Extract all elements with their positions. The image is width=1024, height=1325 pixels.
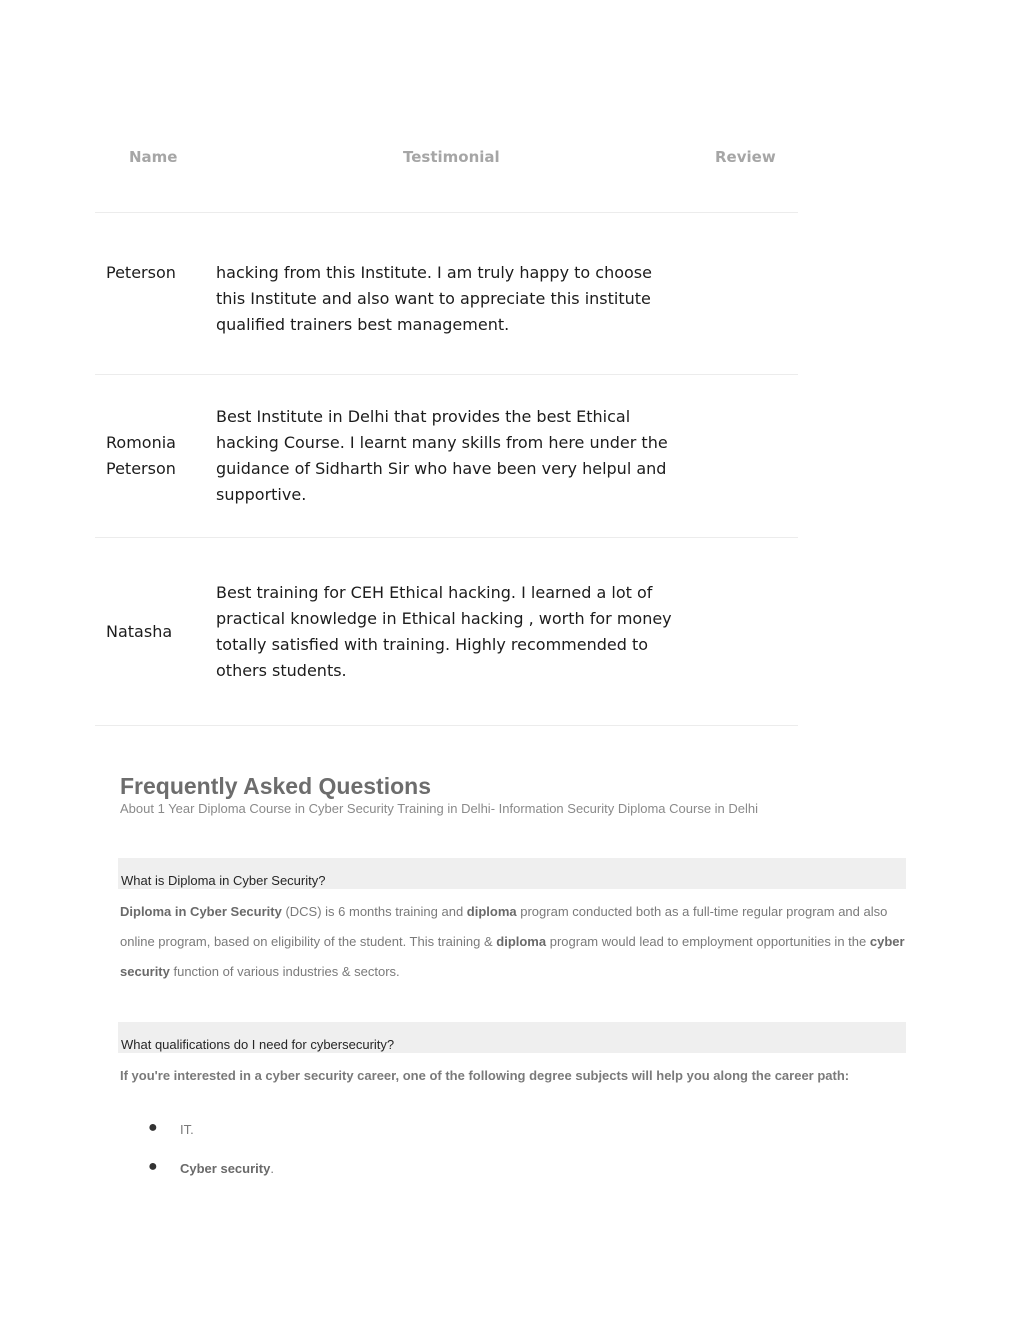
bullet-icon: ●: [148, 1119, 158, 1136]
faq-question-label: What is Diploma in Cyber Security?: [121, 873, 326, 888]
faq-question-2[interactable]: [118, 1022, 906, 1053]
faq-subtitle: About 1 Year Diploma Course in Cyber Security Training in Delhi- Information Security Diploma Course in Delhi: [120, 801, 759, 816]
testimonial-table: [95, 126, 798, 726]
faq-answer-2: If you're interested in a cyber security career, one of the following degree subjects will help you along the career path:: [120, 1068, 850, 1083]
answer-bold: diploma: [466, 904, 517, 919]
testimonial-text: hacking from this Institute. I am truly happy to choose this Institute and also want to appreciate this institute qualified trainers best management.: [216, 263, 652, 334]
answer-bold: diploma: [496, 934, 547, 949]
list-item-text: IT.: [180, 1122, 194, 1137]
testimonial-text: Best Institute in Delhi that provides the best Ethical hacking Course. I learnt many skills from here under the guidance of Sidharth Sir who have been very helpul and supportive.: [216, 407, 668, 504]
faq-title: Frequently Asked Questions: [120, 773, 431, 799]
faq-question-1[interactable]: [118, 858, 906, 889]
reviewer-name: Natasha: [106, 621, 173, 641]
faq-question-label: What qualifications do I need for cybersecurity?: [121, 1037, 395, 1052]
list-item-tail: .: [270, 1161, 274, 1176]
answer-bold: Diploma in Cyber Security: [120, 904, 282, 919]
bullet-icon: ●: [148, 1158, 158, 1175]
reviewer-name: Romonia Peterson: [106, 433, 176, 478]
reviewer-name: Peterson: [106, 263, 176, 282]
table-header: [95, 126, 798, 213]
column-header-name: Name: [129, 148, 178, 166]
column-header-testimonial: Testimonial: [403, 148, 500, 166]
answer-text: function of various industries & sectors.: [169, 964, 400, 979]
column-header-review: Review: [715, 148, 776, 166]
table-row: [95, 375, 798, 538]
answer-bold: cyber security: [120, 934, 905, 979]
table-row: [95, 538, 798, 726]
answer-text: program would lead to employment opportunities in the: [546, 934, 870, 949]
answer-text: program conducted both as a full-time regular program and also online program, based on eligibility of the student. This training &: [120, 904, 888, 949]
list-item-bold: Cyber security: [180, 1161, 271, 1176]
faq-answer-1: [120, 897, 910, 987]
answer-text: (DCS) is 6 months training and: [281, 904, 467, 919]
table-row: [95, 213, 798, 375]
testimonial-text: Best training for CEH Ethical hacking. I learned a lot of practical knowledge in Ethical hacking , worth for money totally satisfied with training. Highly recommended to others students.: [216, 582, 672, 680]
list-item-text: [180, 1161, 274, 1176]
